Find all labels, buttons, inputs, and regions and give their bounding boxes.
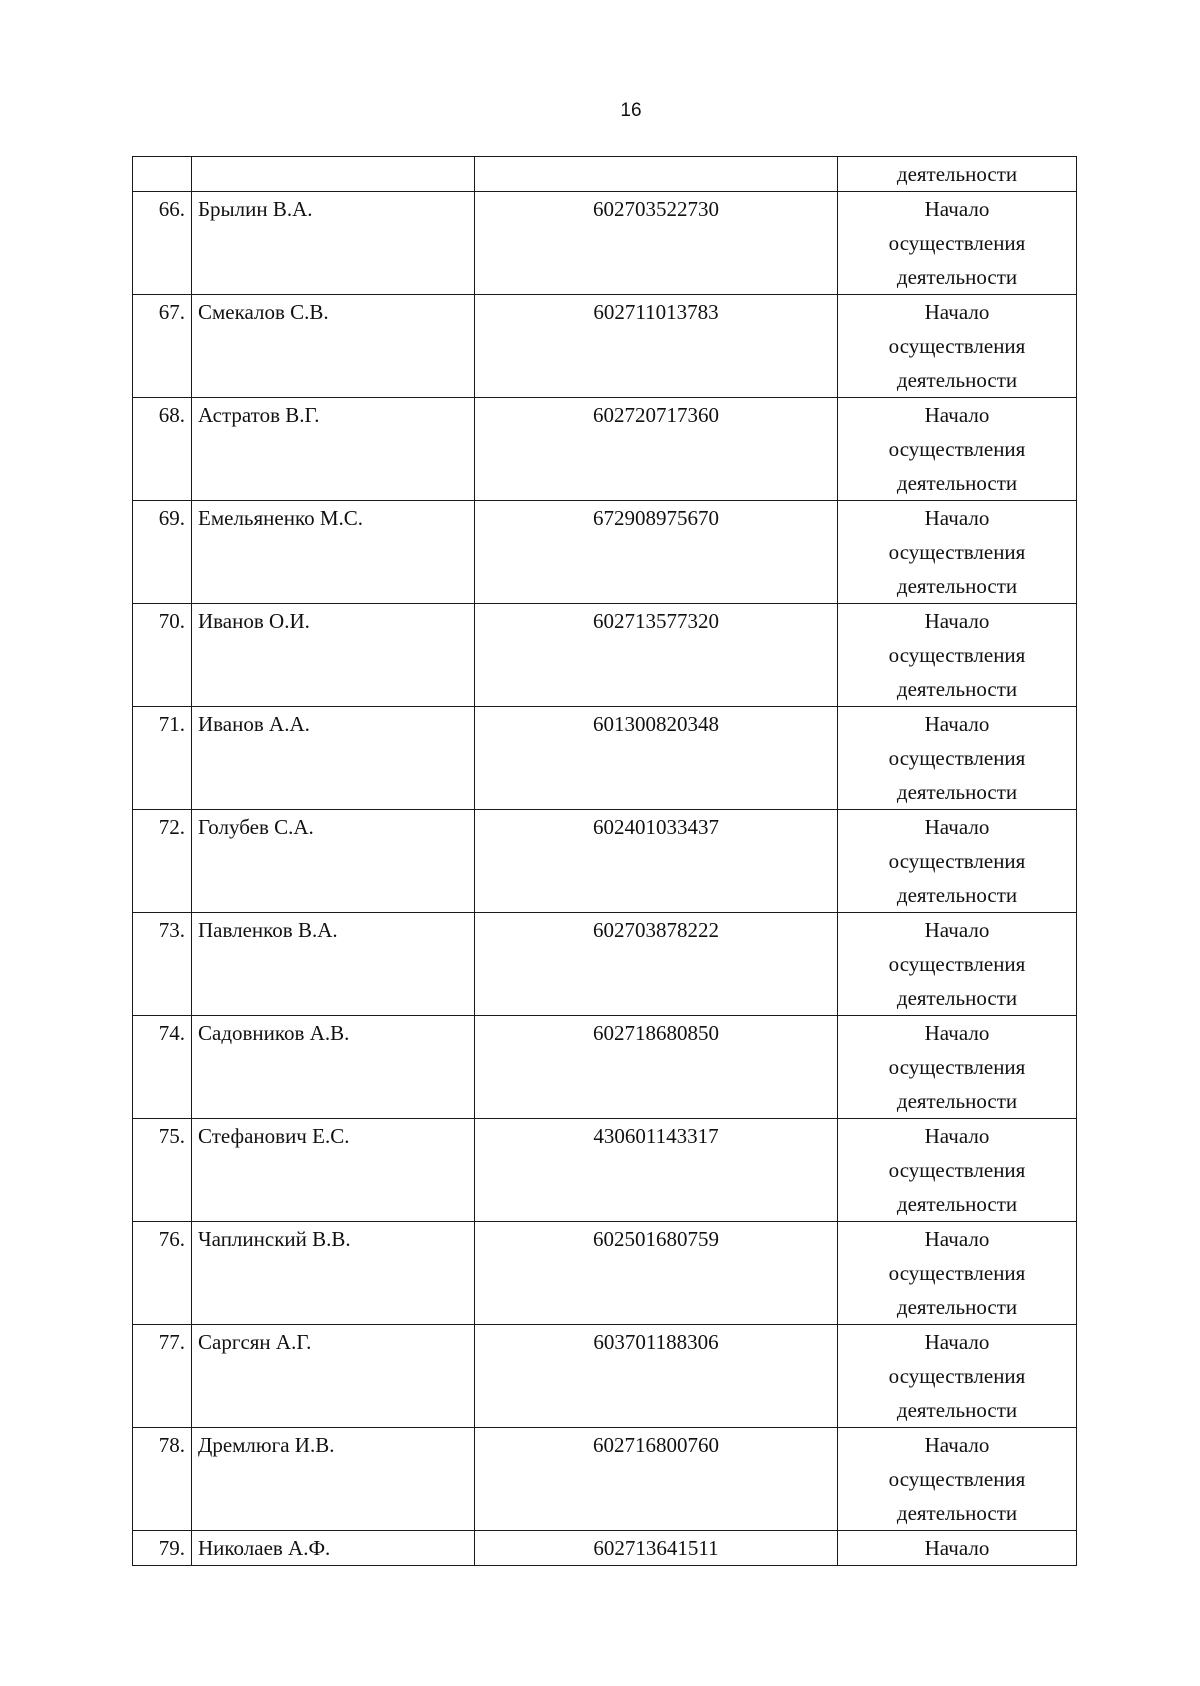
status-text: [838, 295, 1077, 398]
inn-value: 672908975670: [475, 501, 838, 604]
status-line: деятельности: [896, 1295, 1018, 1319]
table-row: [133, 913, 1077, 1016]
status-text: [838, 1119, 1077, 1222]
inn-value: 602401033437: [475, 810, 838, 913]
entrepreneur-name: Иванов О.И.: [192, 604, 475, 707]
status-text: [838, 604, 1077, 707]
status-line: Начало: [924, 918, 990, 942]
entrepreneur-name: Иванов А.А.: [192, 707, 475, 810]
inn-value: 602718680850: [475, 1016, 838, 1119]
status-line: деятельности: [896, 471, 1018, 495]
status-line: осуществления: [888, 1055, 1026, 1079]
row-number: 72.: [133, 810, 192, 913]
status-line: Начало: [924, 1433, 990, 1457]
table-row: [133, 192, 1077, 295]
status-line: Начало: [924, 1124, 990, 1148]
row-number: 69.: [133, 501, 192, 604]
row-number: 73.: [133, 913, 192, 1016]
entrepreneur-name: Смекалов С.В.: [192, 295, 475, 398]
registry-table: [132, 156, 1077, 1566]
status-line: Начало: [924, 609, 990, 633]
entrepreneur-name: Саргсян А.Г.: [192, 1325, 475, 1428]
table-row: [133, 810, 1077, 913]
status-line: деятельности: [896, 1398, 1018, 1422]
table-row: [133, 604, 1077, 707]
status-line: осуществления: [888, 643, 1026, 667]
status-line: деятельности: [896, 265, 1018, 289]
row-number: 76.: [133, 1222, 192, 1325]
status-line: осуществления: [888, 849, 1026, 873]
row-number: 67.: [133, 295, 192, 398]
status-line: деятельности: [896, 574, 1018, 598]
row-number: 71.: [133, 707, 192, 810]
inn-value: 602711013783: [475, 295, 838, 398]
status-line: деятельности: [896, 780, 1018, 804]
status-line: Начало: [924, 1536, 990, 1560]
inn-cell: [475, 157, 838, 192]
entrepreneur-name: Дремлюга И.В.: [192, 1428, 475, 1531]
status-line: Начало: [924, 403, 990, 427]
row-number: 78.: [133, 1428, 192, 1531]
row-number: 74.: [133, 1016, 192, 1119]
status-line: осуществления: [888, 1158, 1026, 1182]
status-line: осуществления: [888, 334, 1026, 358]
inn-value: 602713641511: [475, 1531, 838, 1566]
table-row: [133, 1428, 1077, 1531]
status-text: [838, 1428, 1077, 1531]
status-line: осуществления: [888, 1261, 1026, 1285]
entrepreneur-name: Чаплинский В.В.: [192, 1222, 475, 1325]
entrepreneur-name: Брылин В.А.: [192, 192, 475, 295]
status-text: [838, 707, 1077, 810]
status-line: осуществления: [888, 437, 1026, 461]
status-text: [838, 398, 1077, 501]
status-text: [838, 810, 1077, 913]
status-line: осуществления: [888, 231, 1026, 255]
entrepreneur-name: Павленков В.А.: [192, 913, 475, 1016]
name-cell: [192, 157, 475, 192]
entrepreneur-name: Стефанович Е.С.: [192, 1119, 475, 1222]
status-text: [838, 913, 1077, 1016]
row-number-cell: [133, 157, 192, 192]
status-line: деятельности: [896, 1192, 1018, 1216]
entrepreneur-name: Садовников А.В.: [192, 1016, 475, 1119]
status-line: Начало: [924, 815, 990, 839]
inn-value: 602720717360: [475, 398, 838, 501]
status-line: деятельности: [896, 1089, 1018, 1113]
status-line: Начало: [924, 300, 990, 324]
inn-value: 430601143317: [475, 1119, 838, 1222]
status-line: Начало: [924, 197, 990, 221]
table-row: [133, 1016, 1077, 1119]
row-number: 66.: [133, 192, 192, 295]
status-line: деятельности: [896, 677, 1018, 701]
status-line: Начало: [924, 1227, 990, 1251]
status-line: осуществления: [888, 540, 1026, 564]
table-row: [133, 707, 1077, 810]
inn-value: 601300820348: [475, 707, 838, 810]
status-line: деятельности: [896, 1501, 1018, 1525]
inn-value: 602713577320: [475, 604, 838, 707]
table-row-continuation: [133, 157, 1077, 192]
status-line: Начало: [924, 1021, 990, 1045]
row-number: 79.: [133, 1531, 192, 1566]
row-number: 75.: [133, 1119, 192, 1222]
table-row: [133, 398, 1077, 501]
status-text: [838, 501, 1077, 604]
status-line: деятельности: [896, 883, 1018, 907]
status-line: осуществления: [888, 746, 1026, 770]
entrepreneur-name: Николаев А.Ф.: [192, 1531, 475, 1566]
table-row: [133, 1222, 1077, 1325]
table-row: [133, 295, 1077, 398]
inn-value: 602716800760: [475, 1428, 838, 1531]
status-line: Начало: [924, 712, 990, 736]
row-number: 70.: [133, 604, 192, 707]
entrepreneur-name: Емельяненко М.С.: [192, 501, 475, 604]
status-text: [838, 1325, 1077, 1428]
status-line: Начало: [924, 506, 990, 530]
inn-value: 603701188306: [475, 1325, 838, 1428]
status-text: [838, 192, 1077, 295]
status-line: Начало: [924, 1330, 990, 1354]
status-text: [838, 1531, 1077, 1566]
page-number: 16: [620, 100, 642, 121]
status-line: осуществления: [888, 1364, 1026, 1388]
table-row: [133, 501, 1077, 604]
inn-value: 602703522730: [475, 192, 838, 295]
entrepreneur-name: Голубев С.А.: [192, 810, 475, 913]
row-number: 68.: [133, 398, 192, 501]
inn-value: 602501680759: [475, 1222, 838, 1325]
table-row: [133, 1325, 1077, 1428]
status-text: [838, 1222, 1077, 1325]
status-cell: деятельности: [838, 157, 1077, 192]
status-line: осуществления: [888, 1467, 1026, 1491]
status-text: [838, 1016, 1077, 1119]
status-line: осуществления: [888, 952, 1026, 976]
inn-value: 602703878222: [475, 913, 838, 1016]
table-row: [133, 1119, 1077, 1222]
row-number: 77.: [133, 1325, 192, 1428]
status-line: деятельности: [896, 368, 1018, 392]
entrepreneur-name: Астратов В.Г.: [192, 398, 475, 501]
status-line: деятельности: [896, 986, 1018, 1010]
table-row: [133, 1531, 1077, 1566]
